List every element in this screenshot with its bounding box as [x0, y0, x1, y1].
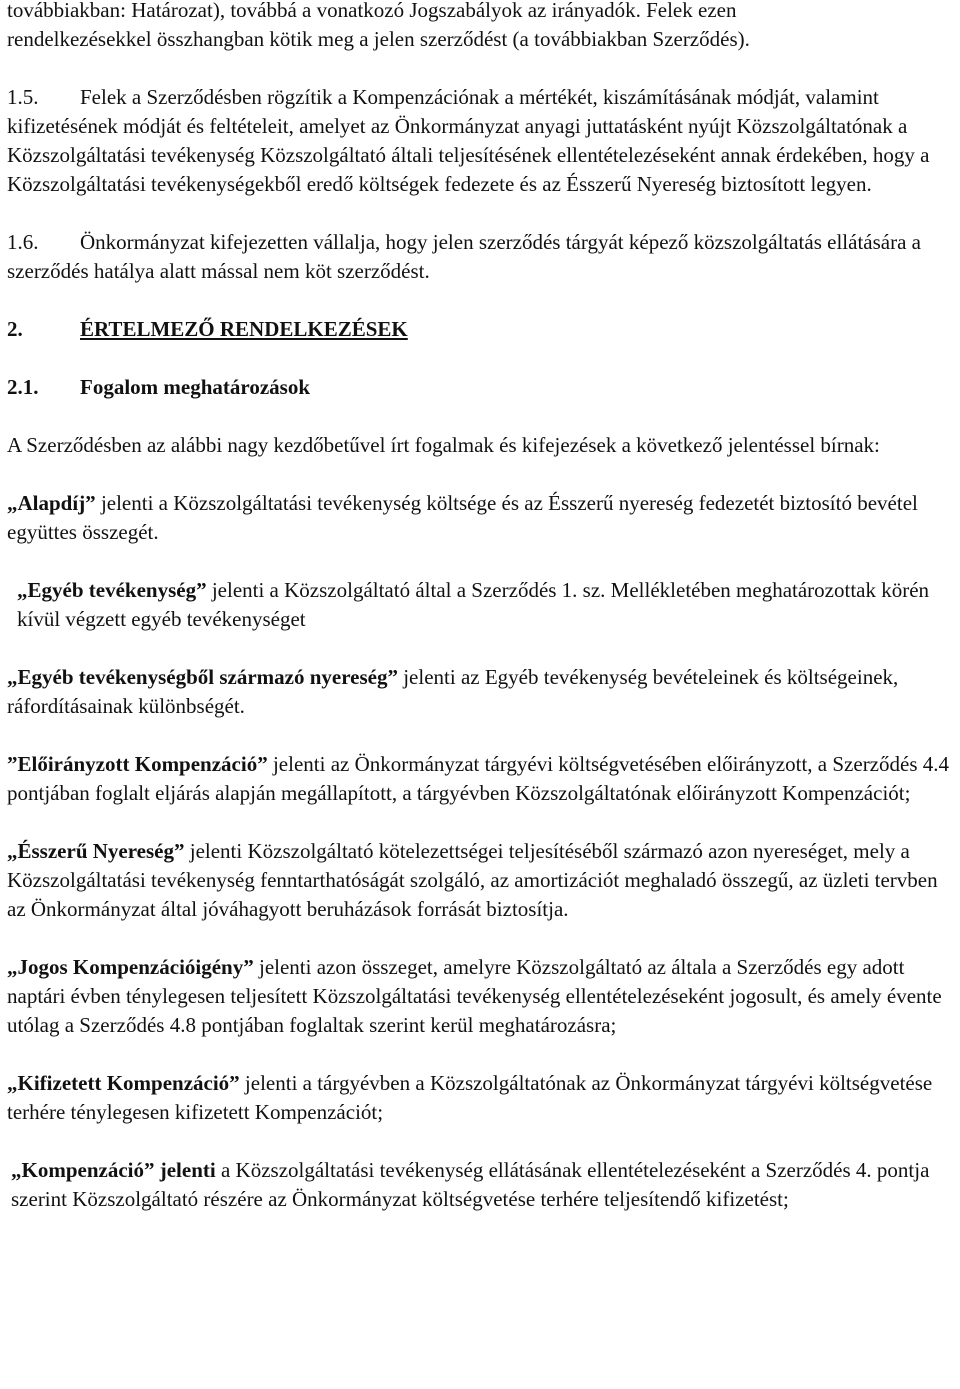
document-page	[7, 0, 955, 1214]
definition-text: jelenti a tárgyévben a Közszolgáltatónak az Önkormányzat tárgyévi költségvetése terhére ténylegesen kifizetett Kompenzációt;	[7, 1071, 933, 1124]
definitions-intro: A Szerződésben az alábbi nagy kezdőbetűvel írt fogalmak és kifejezések a következő jelentéssel bírnak:	[7, 433, 880, 457]
definition-egyeb-tevekenyseg	[7, 576, 955, 634]
definition-text: jelenti az Egyéb tevékenység bevételeinek és költségeinek, ráfordításainak különbségét.	[7, 665, 899, 718]
definition-esszeru-nyereseg	[7, 837, 955, 924]
definition-text: jelenti az Önkormányzat tárgyévi költségvetésében előirányzott, a Szerződés 4.4 pontjában foglalt eljárás alapján megállapított, a tárgyévben Közszolgáltatónak előirányzott Kompenzációt;	[7, 752, 949, 805]
definition-term: „Kifizetett Kompenzáció”	[7, 1071, 240, 1095]
section-1-6-number: 1.6.	[7, 230, 39, 254]
section-2-1-title: Fogalom meghatározások	[80, 375, 311, 399]
definition-text: a Közszolgáltatási tevékenység ellátásának ellentételezéseként a Szerződés 4. pontja szerint Közszolgáltató részére az Önkormányzat költségvetése terhére teljesítendő kifizetést;	[11, 1158, 930, 1211]
definition-term: „Ésszerű Nyereség”	[7, 839, 185, 863]
definition-term: „Egyéb tevékenységből származó nyereség”	[7, 665, 398, 689]
definition-text: jelenti a Közszolgáltató által a Szerződés 1. sz. Mellékletében meghatározottak körén kívül végzett egyéb tevékenységet	[17, 578, 930, 631]
definition-alapdij	[7, 489, 955, 547]
definition-term: „Egyéb tevékenység”	[17, 578, 207, 602]
section-2-1-heading	[7, 373, 955, 402]
intro-paragraph	[7, 0, 955, 54]
intro-line-2: rendelkezésekkel összhangban kötik meg a jelen szerződést (a továbbiakban Szerződés).	[7, 27, 750, 51]
definition-egyeb-nyereseg	[7, 663, 955, 721]
section-1-5-text: Felek a Szerződésben rögzítik a Kompenzációnak a mértékét, kiszámításának módját, valamint kifizetésének módját és feltételeit, amelyet az Önkormányzat anyagi juttatásként nyújt Közszolgáltatónak a Közszolgáltatási tevékenység Közszolgáltató általi teljesítésének ellentételezéseként annak érdekében, hogy a Közszolgáltatási tevékenységekből eredő költségek fedezete és az Ésszerű Nyereség biztosított legyen.	[7, 85, 930, 196]
section-1-5-number: 1.5.	[7, 85, 39, 109]
definition-term: ”Előirányzott Kompenzáció”	[7, 752, 268, 776]
definition-kifizetett-kompenzacio	[7, 1069, 955, 1127]
definition-text: jelenti Közszolgáltató kötelezettségei teljesítéséből származó azon nyereséget, mely a Közszolgáltatási tevékenység fenntarthatóságát szolgáló, az amortizációt meghaladó összegű, az üzleti tervben az Önkormányzat által jóváhagyott beruházások forrását biztosítja.	[7, 839, 938, 921]
definition-eloiranyzott-kompenzacio	[7, 750, 955, 808]
section-2-1-number: 2.1.	[7, 375, 39, 399]
section-1-6	[7, 228, 955, 286]
definition-kompenzacio	[7, 1156, 955, 1214]
definition-term: „Jogos Kompenzációigény”	[7, 955, 254, 979]
section-2-heading	[7, 315, 955, 344]
intro-line-1: továbbiakban: Határozat), továbbá a vonatkozó Jogszabályok az irányadók. Felek ezen	[7, 0, 737, 22]
definition-term: „Alapdíj”	[7, 491, 96, 515]
definition-text: jelenti azon összeget, amelyre Közszolgáltató az általa a Szerződés egy adott naptári évben ténylegesen teljesített Közszolgáltatási tevékenység ellentételezéseként jogosult, és amely évente utólag a Szerződés 4.8 pontjában foglaltak szerint kerül meghatározásra;	[7, 955, 942, 1037]
section-2-title: ÉRTELMEZŐ RENDELKEZÉSEK	[80, 317, 408, 341]
section-2-number: 2.	[7, 317, 23, 341]
section-1-5	[7, 83, 955, 199]
definition-term: „Kompenzáció” jelenti	[11, 1158, 216, 1182]
definition-jogos-kompenzacioigeny	[7, 953, 955, 1040]
section-1-6-text: Önkormányzat kifejezetten vállalja, hogy jelen szerződés tárgyát képező közszolgáltatás ellátására a szerződés hatálya alatt mással nem köt szerződést.	[7, 230, 921, 283]
definition-text: jelenti a Közszolgáltatási tevékenység költsége és az Ésszerű nyereség fedezetét biztosító bevétel együttes összegét.	[7, 491, 918, 544]
